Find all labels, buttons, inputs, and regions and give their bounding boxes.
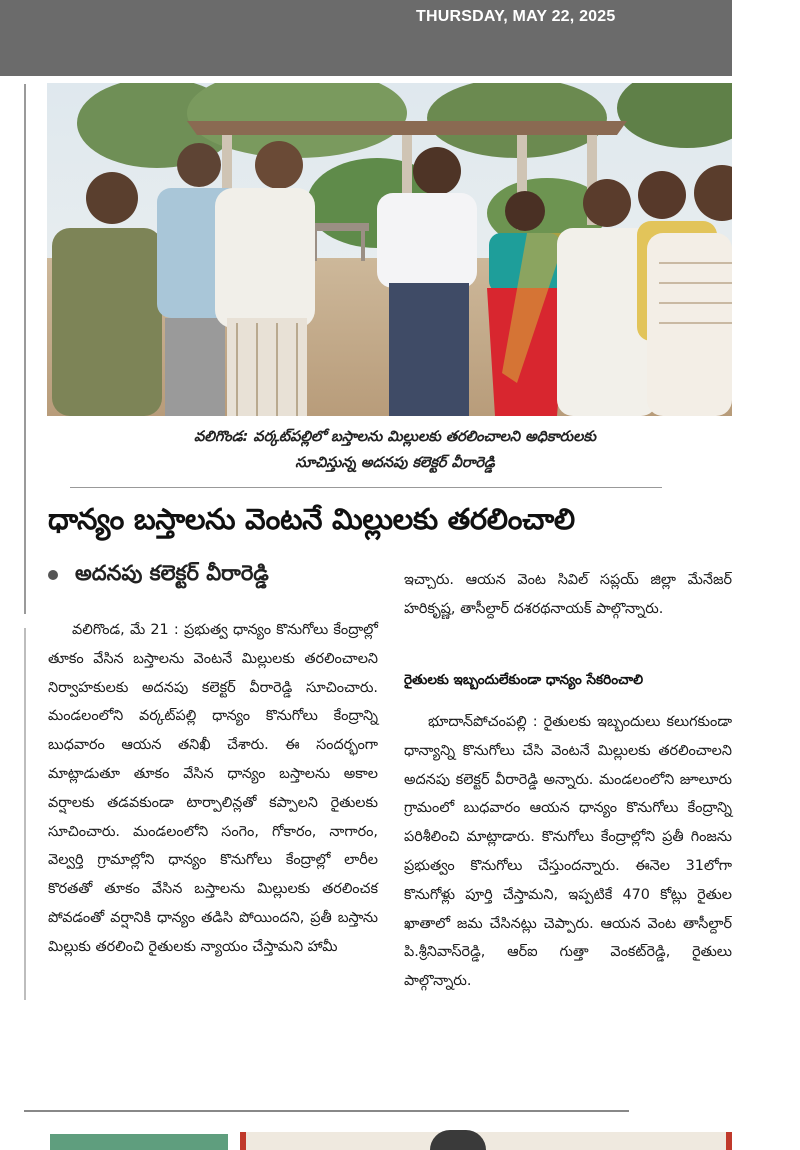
page-header-bar (0, 0, 732, 76)
photo-thumbnail (430, 1130, 486, 1150)
article-column-1 (48, 616, 378, 962)
caption-line: వలిగొండ: వర్కట్‌పల్లిలో బస్తాలను మిల్లులకు తరలించాలని అధికారులకు (193, 429, 597, 445)
issue-date: THURSDAY, MAY 22, 2025 (416, 8, 616, 25)
caption-line: సూచిస్తున్న అదనపు కలెక్టర్ వీరారెడ్డి (295, 455, 495, 471)
article-headline: ధాన్యం బస్తాలను వెంటనే మిల్లులకు తరలించాలి (48, 502, 575, 536)
column-rule (24, 84, 26, 614)
article-subhead: అదనపు కలెక్టర్ వీరారెడ్డి (75, 561, 269, 585)
photo-caption (80, 424, 710, 476)
caption-divider (70, 487, 662, 488)
article-column-2-body (404, 708, 732, 996)
article-column-2-top (404, 566, 732, 624)
next-article-photos (50, 1130, 720, 1150)
photo-thumbnail (240, 1132, 732, 1150)
section-divider (24, 1110, 629, 1112)
article-paragraph: వలిగొండ, మే 21 : ప్రభుత్వ ధాన్యం కొనుగోలు కేంద్రాల్లో తూకం వేసిన బస్తాలను వెంటనే మిల్లులకు తరలించాలని నిర్వాహకులకు అదనపు కలెక్టర్ వీరారెడ్డి సూచించారు. మండలంలోని వర్కట్‌పల్లి ధాన్యం కొనుగోలు కేంద్రాన్ని బుధవారం ఆయన తనిఖీ చేశారు. ఈ సందర్భంగా మాట్లాడుతూ తూకం వేసిన ధాన్యం బస్తాలను అకాల వర్షాలకు తడవకుండా టార్పాలిన్లతో కప్పాలని రైతులకు సూచించారు. మండలంలోని సంగెం, గోకారం, నాగారం, వెల్వర్తి గ్రామాల్లోని ధాన్యం కొనుగోలు కేంద్రాల్లో లారీల కొరతతో తూకం వేసిన బస్తాలను మిల్లులకు తరలించక పోవడంతో వర్షానికి ధాన్యం తడిసి పోయిందని, ప్రతీ బస్తాను మిల్లుకు తరలించి రైతులకు న్యాయం చేస్తామని హామీ (48, 622, 378, 955)
news-photo (47, 83, 732, 416)
bullet-icon (48, 570, 58, 580)
column-rule (24, 628, 26, 1000)
photo-thumbnail (50, 1134, 228, 1150)
article-paragraph: భూదాన్‌పోచంపల్లి : రైతులకు ఇబ్బందులు కలుగకుండా ధాన్యాన్ని కొనుగోలు చేసి వెంటనే మిల్లులకు తరలించాలని అదనపు కలెక్టర్ వీరారెడ్డి అన్నారు. మండలంలోని జూలూరు గ్రామంలో బుధవారం ఆయన ధాన్యం కొనుగోలు కేంద్రాన్ని పరిశీలించి మాట్లాడారు. కొనుగోలు కేంద్రాల్లోని ప్రతీ గింజను ప్రభుత్వం కొనుగోలు చేస్తుందన్నారు. ఈనెల 31లోగా కొనుగోళ్లు పూర్తి చేస్తామని, ఇప్పటికే 470 కోట్లు రైతుల ఖాతాలో జమ చేసినట్లు చెప్పారు. ఆయన వెంట తాసీల్దార్ పి.శ్రీనివాస్‌రెడ్డి, ఆర్ఐ గుత్తా వెంకట్‌రెడ్డి, రైతులు పాల్గొన్నారు. (404, 714, 732, 990)
sub-article-heading: రైతులకు ఇబ్బందులేకుండా ధాన్యం సేకరించాలి (404, 672, 644, 688)
article-paragraph: ఇచ్చారు. ఆయన వెంట సివిల్ సప్లయ్ జిల్లా మేనేజర్ హరికృష్ణ, తాసీల్దార్ దశరథనాయక్ పాల్గొన్నారు. (404, 572, 732, 617)
